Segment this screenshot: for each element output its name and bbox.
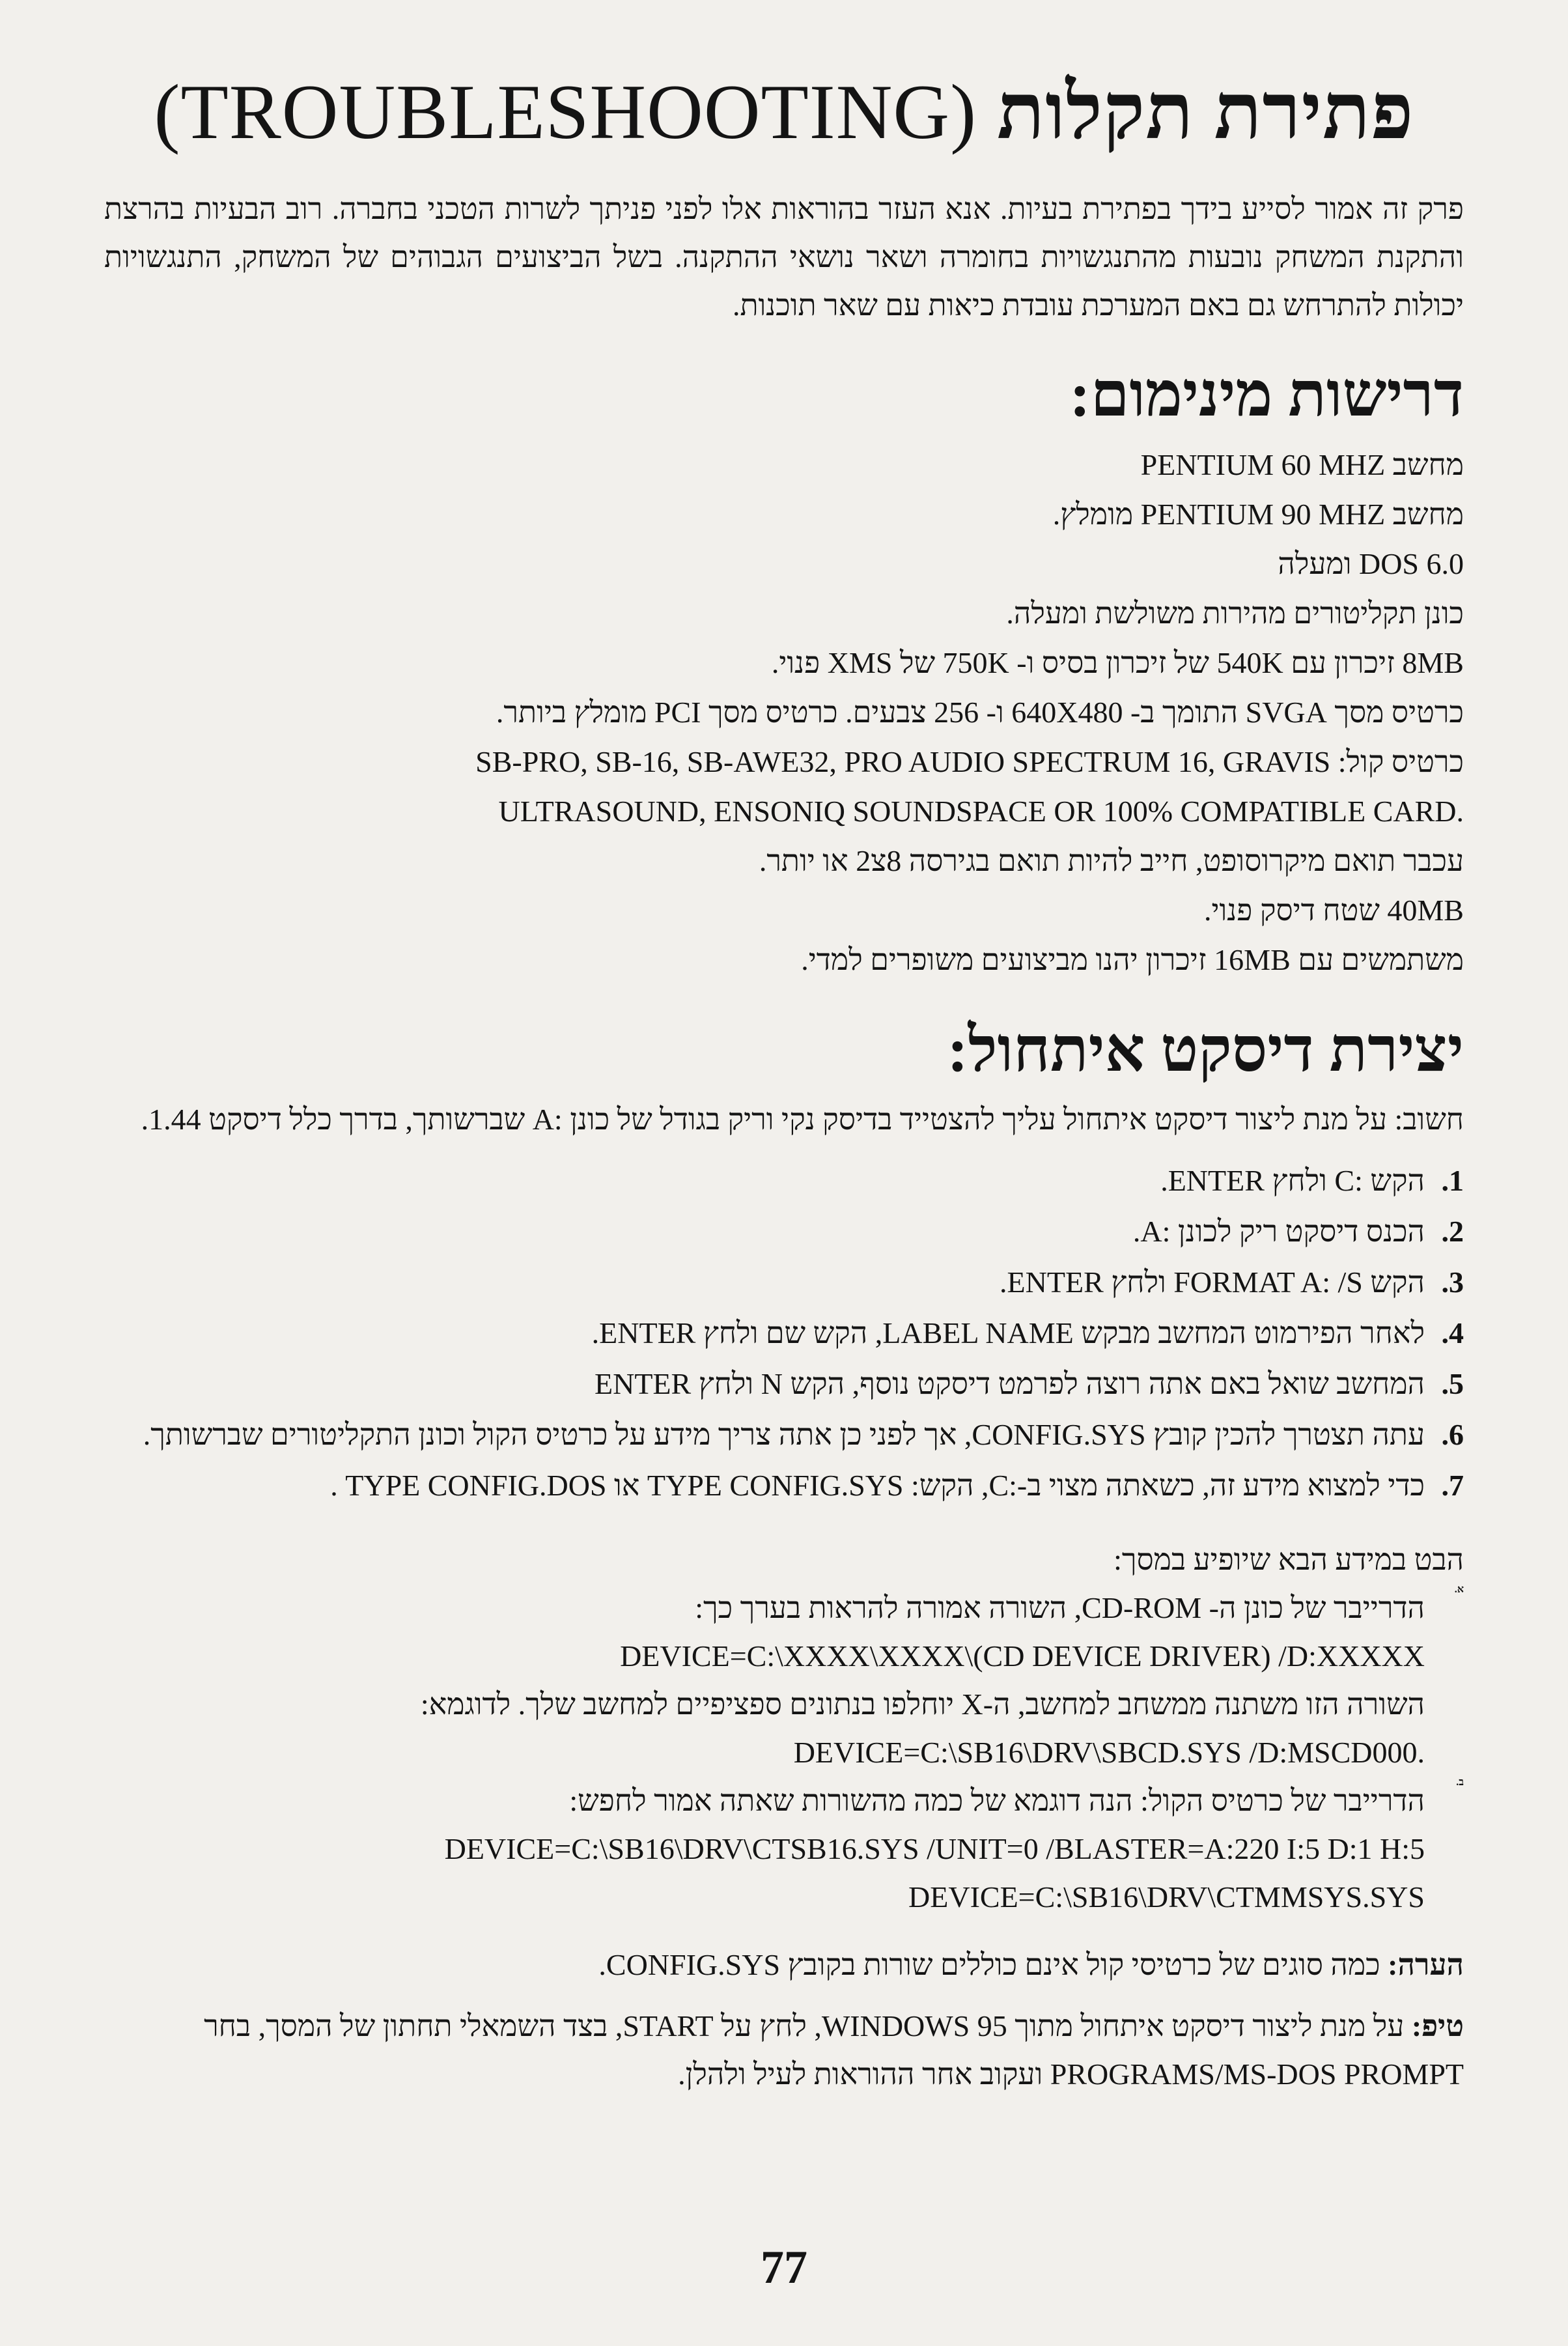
step-number: 3. xyxy=(1441,1265,1464,1299)
step-item xyxy=(104,1208,1464,1256)
important-paragraph: חשוב: על מנת ליצור דיסקט איתחול עליך להצטייד בדיסק נקי וריק בגודל של כונן :A שברשותך, בדרך כלל דיסקט 1.44. xyxy=(141,1103,1464,1136)
step-number: 5. xyxy=(1441,1367,1464,1400)
requirement-line: כונן תקליטורים מהירות משולשת ומעלה. xyxy=(1006,597,1464,630)
steps-list xyxy=(104,1157,1464,1510)
step-item xyxy=(104,1462,1464,1510)
sub-letter: א. xyxy=(1454,1584,1464,1595)
step-item xyxy=(104,1258,1464,1307)
step-item xyxy=(104,1360,1464,1408)
requirement-line: ULTRASOUND, ENSONIQ SOUNDSPACE OR 100% COMPATIBLE CARD. xyxy=(498,795,1464,828)
sound-driver-section xyxy=(104,1777,1464,1921)
page-number: 77 xyxy=(761,2241,807,2293)
sound-driver-code: DEVICE=C:\SB16\DRV\CTSB16.SYS /UNIT=0 /BLASTER=A:220 I:5 D:1 H:5 xyxy=(444,1832,1425,1865)
sound-driver-text: הדרייבר של כרטיס הקול: הנה דוגמא של כמה מהשורות שאתה אמור לחפש: xyxy=(569,1784,1425,1817)
title-english: (TROUBLESHOOTING) xyxy=(154,68,977,155)
step-text: המחשב שואל באם אתה רוצה לפרמט דיסקט נוסף, הקש N ולחץ ENTER xyxy=(595,1367,1425,1400)
tip-text: על מנת ליצור דיסקט איתחול מתוך WINDOWS 95, לחץ על START, בצד השמאלי תחתון של המסך, בחר PROGRAMS/MS-DOS PROMPT ועקוב אחר ההוראות לעיל ולהלן. xyxy=(204,2009,1464,2091)
requirement-line: 40MB שטח דיסק פנוי. xyxy=(1203,894,1464,927)
bootdisk-heading: יצירת דיסקט איתחול: xyxy=(947,1015,1464,1084)
step-number: 6. xyxy=(1441,1418,1464,1451)
note-label: הערה: xyxy=(1388,1948,1464,1981)
requirements-list xyxy=(104,440,1464,985)
requirement-line: כרטיס מסך SVGA התומך ב- 640X480 ו- 256 צבעים. כרטיס מסך PCI מומלץ ביותר. xyxy=(496,696,1464,729)
requirement-line: מחשב PENTIUM 90 MHZ מומלץ. xyxy=(1052,498,1464,531)
step-number: 2. xyxy=(1441,1215,1464,1248)
look-line: הבט במידע הבא שיופיע במסך: xyxy=(1113,1543,1464,1576)
step-number: 1. xyxy=(1441,1164,1464,1197)
step-text: עתה תצטרך להכין קובץ CONFIG.SYS, אך לפני כן אתה צריך מידע על כרטיס הקול וכונן התקליטורים שברשותך. xyxy=(143,1418,1425,1451)
requirement-line: עכבר תואם מיקרוסופט, חייב להיות תואם בגירסה 8צ2 או יותר. xyxy=(759,844,1464,877)
step-text: הקש FORMAT A: /S ולחץ ENTER. xyxy=(1000,1265,1425,1299)
cdrom-driver-code: DEVICE=C:\XXXX\XXXX\(CD DEVICE DRIVER) /D:XXXXX xyxy=(620,1639,1425,1673)
requirements-heading: דרישות מינימום: xyxy=(1069,360,1464,429)
step-text: הכנס דיסקט ריק לכונן :A. xyxy=(1132,1215,1425,1248)
requirement-line: מחשב PENTIUM 60 MHZ xyxy=(1140,448,1464,481)
step-text: כדי למצוא מידע זה, כשאתה מצוי ב-:C, הקש: TYPE CONFIG.SYS או TYPE CONFIG.DOS . xyxy=(330,1469,1425,1502)
requirement-line: DOS 6.0 ומעלה xyxy=(1278,547,1464,580)
title-hebrew: פתירת תקלות xyxy=(997,68,1414,155)
note-paragraph xyxy=(104,1941,1464,1989)
step-item xyxy=(104,1309,1464,1357)
page-title xyxy=(104,65,1464,159)
requirement-line: משתמשים עם 16MB זיכרון יהנו מביצועים משופרים למדי. xyxy=(801,943,1464,976)
sound-driver-code-2: DEVICE=C:\SB16\DRV\CTMMSYS.SYS xyxy=(908,1880,1425,1914)
step-number: 4. xyxy=(1441,1316,1464,1350)
step-item xyxy=(104,1411,1464,1459)
cdrom-driver-text: הדרייבר של כונן ה- CD-ROM, השורה אמורה להראות בערך כך: xyxy=(695,1591,1425,1624)
cdrom-driver-example: DEVICE=C:\SB16\DRV\SBCD.SYS /D:MSCD000. xyxy=(793,1736,1425,1769)
intro-paragraph: פרק זה אמור לסייע בידך בפתירת בעיות. אנא העזר בהוראות אלו לפני פניתך לשרות הטכני בחברה. רוב הבעיות בהרצת והתקנת המשחק נובעות מהתנגשויות בחומרה ושאר נושאי ההתקנה. בשל הביצועים הגבוהים של המשחק, התנגשויות יכולות להתרחש גם באם המערכת עובדת כיאות עם שאר תוכנות. xyxy=(104,192,1464,322)
step-text: לאחר הפירמוט המחשב מבקש LABEL NAME, הקש שם ולחץ ENTER. xyxy=(591,1316,1425,1350)
step-text: הקש :C ולחץ ENTER. xyxy=(1160,1164,1425,1197)
sub-letter: ב. xyxy=(1456,1777,1464,1788)
tip-label: טיפ: xyxy=(1411,2009,1464,2042)
requirement-line: כרטיס קול: SB-PRO, SB-16, SB-AWE32, PRO AUDIO SPECTRUM 16, GRAVIS xyxy=(475,745,1464,778)
step-item xyxy=(104,1157,1464,1205)
cdrom-driver-explanation: השורה הזו משתנה ממשחב למחשב, ה-X יוחלפו בנתונים ספציפיים למחשב שלך. לדוגמא: xyxy=(420,1688,1425,1721)
note-text: כמה סוגים של כרטיסי קול אינם כוללים שורות בקובץ CONFIG.SYS. xyxy=(598,1948,1380,1981)
step-number: 7. xyxy=(1441,1469,1464,1502)
tip-paragraph xyxy=(104,2002,1464,2099)
cdrom-driver-section xyxy=(104,1584,1464,1777)
requirement-line: 8MB זיכרון עם 540K של זיכרון בסיס ו- 750K של XMS פנוי. xyxy=(771,646,1464,679)
